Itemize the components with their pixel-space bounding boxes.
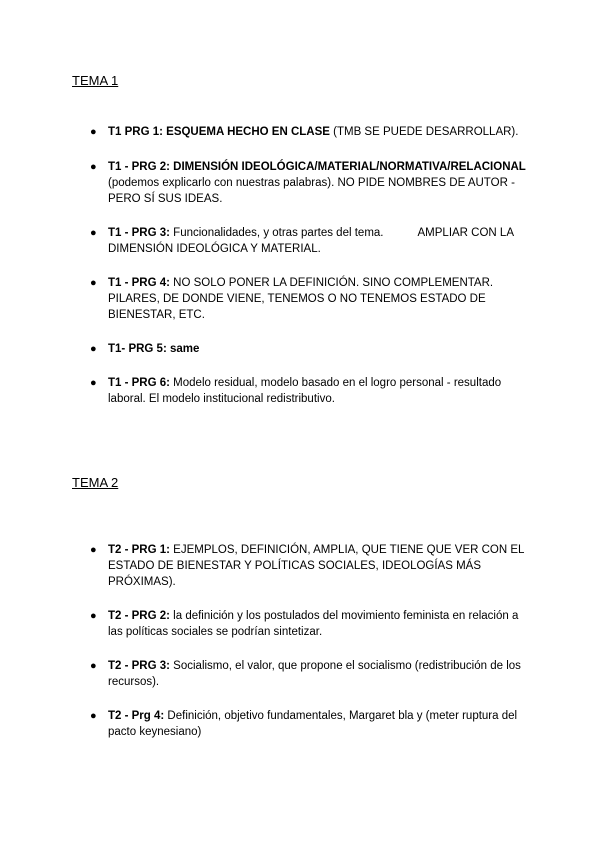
bullet-icon: ● bbox=[90, 660, 97, 672]
bullet-icon: ● bbox=[90, 277, 97, 289]
item-label: T1 PRG 1: ESQUEMA HECHO EN CLASE bbox=[108, 126, 330, 138]
item-text: EJEMPLOS, DEFINICIÓN, AMPLIA, QUE TIENE QUE VER CON EL ESTADO DE BIENESTAR Y POLÍTICAS SOCIALES, IDEOLOGÍAS MÁS PRÓXIMAS). bbox=[108, 544, 525, 588]
bullet-icon: ● bbox=[90, 544, 97, 556]
list-item bbox=[0, 159, 600, 207]
list-item bbox=[0, 658, 600, 690]
item-text: (podemos explicarlo con nuestras palabras). NO PIDE NOMBRES DE AUTOR - PERO SÍ SUS IDEAS. bbox=[108, 177, 515, 205]
item-label: T2 - PRG 2: bbox=[108, 610, 170, 622]
list-item bbox=[0, 225, 600, 257]
item-label: T1 - PRG 6: bbox=[108, 377, 170, 389]
item-label: T1 - PRG 3: bbox=[108, 227, 170, 239]
list-item bbox=[0, 608, 600, 640]
section-heading-tema-2: TEMA 2 bbox=[72, 475, 119, 490]
tema-1-list bbox=[0, 124, 600, 407]
bullet-icon: ● bbox=[90, 161, 97, 173]
bullet-icon: ● bbox=[90, 343, 97, 355]
item-text: Definición, objetivo fundamentales, Margaret bla y (meter ruptura del pacto keynesiano) bbox=[108, 710, 518, 738]
list-item bbox=[0, 375, 600, 407]
bullet-icon: ● bbox=[90, 610, 97, 622]
item-text: (TMB SE PUEDE DESARROLLAR). bbox=[329, 126, 519, 138]
tema-2-list bbox=[0, 542, 600, 740]
section-heading-tema-1: TEMA 1 bbox=[72, 73, 119, 88]
item-text: la definición y los postulados del movimiento feminista en relación a las políticas sociales se podrían sintetizar. bbox=[108, 610, 519, 638]
item-label: T1 - PRG 2: DIMENSIÓN IDEOLÓGICA/MATERIAL/NORMATIVA/RELACIONAL bbox=[108, 161, 526, 173]
list-item bbox=[0, 341, 600, 357]
item-text: Funcionalidades, y otras partes del tema. bbox=[169, 227, 384, 239]
bullet-icon: ● bbox=[90, 710, 97, 722]
item-label: T2 - Prg 4: bbox=[108, 710, 165, 722]
list-item bbox=[0, 708, 600, 740]
bullet-icon: ● bbox=[90, 126, 97, 138]
item-label: T1 - PRG 4: bbox=[108, 277, 170, 289]
item-label: T1- PRG 5: same bbox=[108, 343, 200, 355]
item-text: NO SOLO PONER LA DEFINICIÓN. SINO COMPLEMENTAR. PILARES, DE DONDE VIENE, TENEMOS O NO TENEMOS ESTADO DE BIENESTAR, ETC. bbox=[108, 277, 494, 321]
list-item bbox=[0, 542, 600, 590]
item-text-continued: AMPLIAR CON LA DIMENSIÓN IDEOLÓGICA Y MATERIAL. bbox=[108, 227, 514, 255]
list-item bbox=[0, 275, 600, 323]
list-item bbox=[0, 124, 600, 140]
bullet-icon: ● bbox=[90, 227, 97, 239]
item-text: Socialismo, el valor, que propone el socialismo (redistribución de los recursos). bbox=[108, 660, 521, 688]
item-text: Modelo residual, modelo basado en el logro personal - resultado laboral. El modelo institucional redistributivo. bbox=[108, 377, 502, 405]
item-label: T2 - PRG 3: bbox=[108, 660, 170, 672]
bullet-icon: ● bbox=[90, 377, 97, 389]
item-label: T2 - PRG 1: bbox=[108, 544, 170, 556]
